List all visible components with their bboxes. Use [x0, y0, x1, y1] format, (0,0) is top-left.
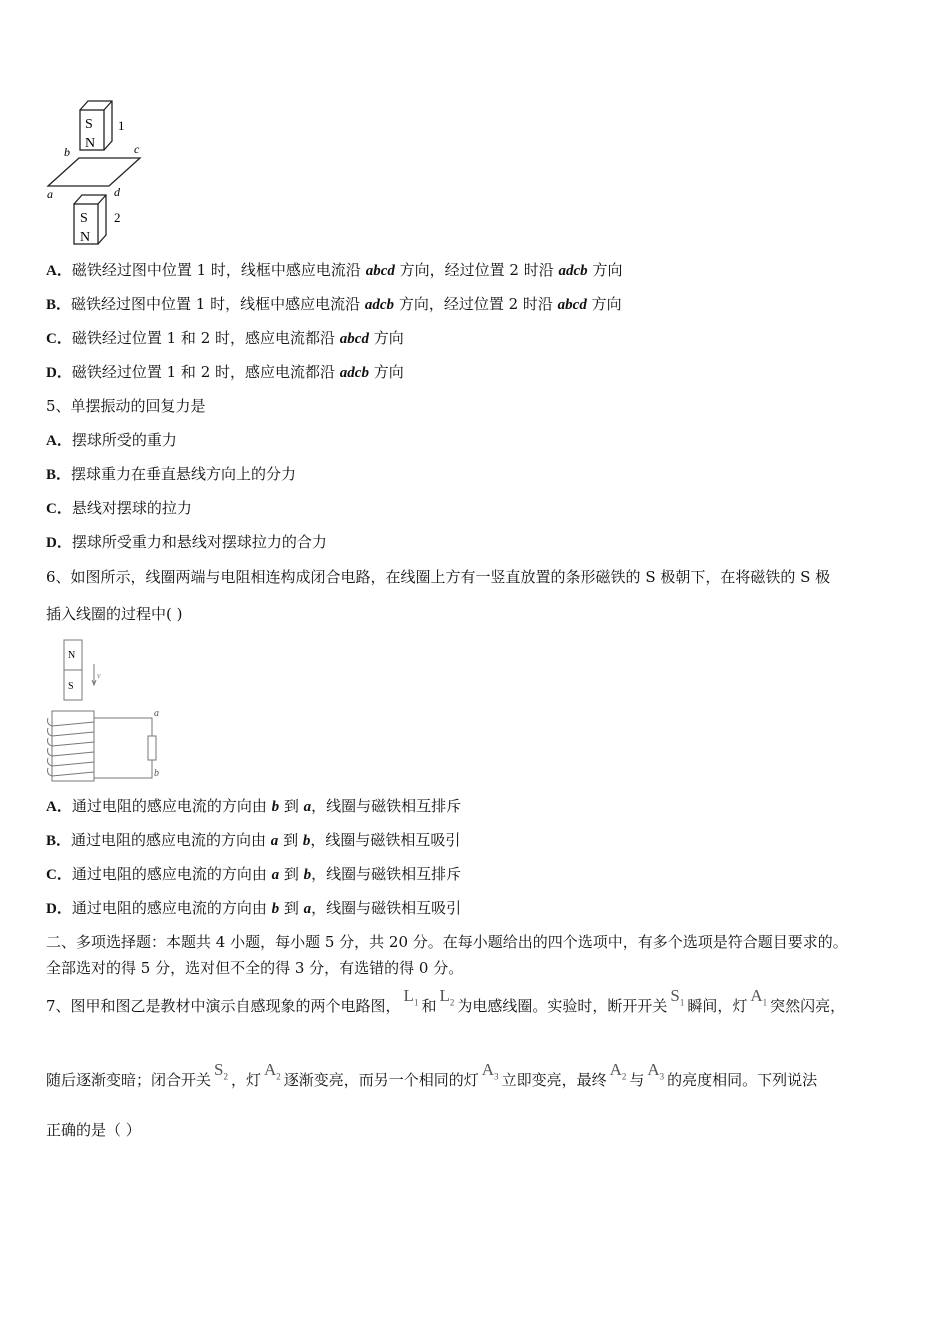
- q5-option-b: B．摆球重力在垂直悬线方向上的分力: [46, 465, 297, 483]
- q6-option-b: B．通过电阻的感应电流的方向由 a 到 b，线圈与磁铁相互吸引: [46, 831, 461, 849]
- corner-label: d: [114, 185, 120, 199]
- q4-option-d: D．磁铁经过位置 1 和 2 时，感应电流都沿 adcb 方向: [46, 363, 404, 381]
- terminal-label: a: [154, 708, 159, 719]
- q4-option-a: A．磁铁经过图中位置 1 时，线框中感应电流沿 abcd 方向，经过位置 2 时沿 adcb 方向: [46, 261, 623, 279]
- q6-option-c: C．通过电阻的感应电流的方向由 a 到 b，线圈与磁铁相互排斥: [46, 865, 462, 883]
- q6-stem-line2: 插入线圈的过程中( ): [46, 605, 183, 623]
- section2-heading: 二、多项选择题：本题共 4 小题，每小题 5 分，共 20 分。在每小题给出的四个选项中，有多个选项是符合题目要求的。: [46, 933, 848, 951]
- q5-option-c: C．悬线对摆球的拉力: [46, 499, 192, 517]
- q6-stem-line1: 6、如图所示，线圈两端与电阻相连构成闭合电路，在线圈上方有一竖直放置的条形磁铁的 S 极朝下，在将磁铁的 S 极: [46, 568, 831, 586]
- q5-stem: 5、单摆振动的回复力是: [46, 397, 206, 415]
- corner-label: a: [47, 187, 53, 201]
- pole-label: S: [80, 211, 88, 226]
- q5-option-d: D．摆球所受重力和悬线对摆球拉力的合力: [46, 533, 327, 551]
- coil-magnet-figure: [40, 636, 170, 784]
- q7-stem-line1: 7、图甲和图乙是教材中演示自感现象的两个电路图，$L_1$ 和$L_2$ 为电感线圈。实验时，断开开关$S_1$ 瞬间，灯$A_1$ 突然闪亮，: [46, 986, 846, 1015]
- q4-option-b: B．磁铁经过图中位置 1 时，线框中感应电流沿 adcb 方向，经过位置 2 时沿 abcd 方向: [46, 295, 622, 313]
- pole-label: S: [85, 117, 93, 132]
- terminal-label: b: [154, 768, 159, 779]
- pole-label: N: [80, 230, 91, 245]
- q7-stem-line2: 随后逐渐变暗；闭合开关$S_2$ ，灯$A_2$ 逐渐变亮，而另一个相同的灯$A_3$ 立即变亮，最终$A_2$ 与$A_3$ 的亮度相同。下列说法: [46, 1060, 818, 1089]
- pole-label: S: [68, 681, 74, 692]
- velocity-label: v: [97, 671, 101, 680]
- q6-option-a: A．通过电阻的感应电流的方向由 b 到 a，线圈与磁铁相互排斥: [46, 797, 462, 815]
- q6-option-d: D．通过电阻的感应电流的方向由 b 到 a，线圈与磁铁相互吸引: [46, 899, 462, 917]
- pole-label: N: [68, 650, 76, 661]
- q5-option-a: A．摆球所受的重力: [46, 431, 177, 449]
- q4-option-c: C．磁铁经过位置 1 和 2 时，感应电流都沿 abcd 方向: [46, 329, 404, 347]
- position-label: 1: [118, 118, 125, 133]
- corner-label: b: [64, 145, 70, 159]
- corner-label: c: [134, 142, 140, 156]
- section2-instructions: 全部选对的得 5 分，选对但不全的得 3 分，有选错的得 0 分。: [46, 959, 464, 977]
- q7-stem-line3: 正确的是（ ）: [46, 1121, 141, 1139]
- position-label: 2: [114, 210, 121, 225]
- pole-label: N: [85, 136, 96, 151]
- magnet-frame-figure: [44, 98, 154, 248]
